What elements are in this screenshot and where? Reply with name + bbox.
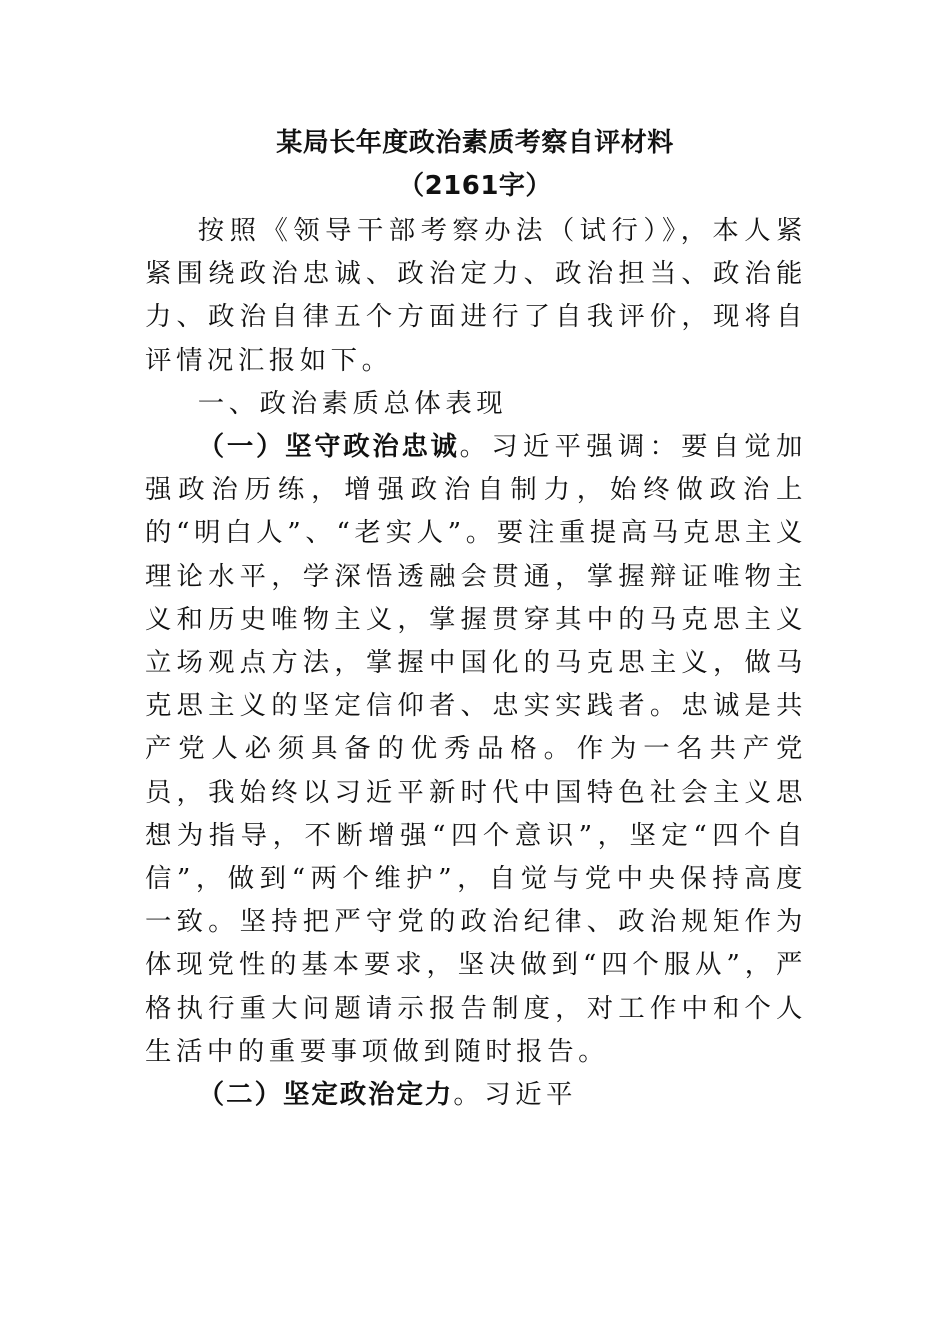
subsection-2-heading: （二）坚定政治定力 (197, 1079, 454, 1111)
section-heading: 一、政治素质总体表现 (197, 387, 508, 419)
document-title: 某局长年度政治素质考察自评材料 (276, 128, 674, 158)
word-count: （2161字） (398, 171, 552, 201)
subsection-1-paragraph (145, 425, 807, 1073)
subsection-1-heading: （一）坚守政治忠诚 (197, 431, 460, 463)
subsection-2-paragraph (145, 1073, 807, 1116)
subsection-1-text: 。习近平强调：要自觉加强政治历练，增强政治自制力，始终做政治上的“明白人”、“老实人”。要注重提高马克思主义理论水平，学深悟透融会贯通，掌握辩证唯物主义和历史唯物主义，掌握贯穿其中的马克思主义立场观点方法，掌握中国化的马克思主义，做马克思主义的坚定信仰者、忠实实践者。忠诚是共产党人必须具备的优秀品格。作为一名共产党员，我始终以习近平新时代中国特色社会主义思想为指导，不断增强“四个意识”，坚定“四个自信”，做到“两个维护”，自觉与党中央保持高度一致。坚持把严守党的政治纪律、政治规矩作为体现党性的基本要求，坚决做到“四个服从”，严格执行重大问题请示报告制度，对工作中和个人生活中的重要事项做到随时报告。 (145, 431, 808, 1067)
subsection-2-text: 。习近平 (453, 1079, 578, 1111)
document-body (145, 209, 807, 1116)
intro-paragraph: 按照《领导干部考察办法（试行）》，本人紧紧围绕政治忠诚、政治定力、政治担当、政治能力、政治自律五个方面进行了自我评价，现将自评情况汇报如下。 (145, 215, 807, 376)
